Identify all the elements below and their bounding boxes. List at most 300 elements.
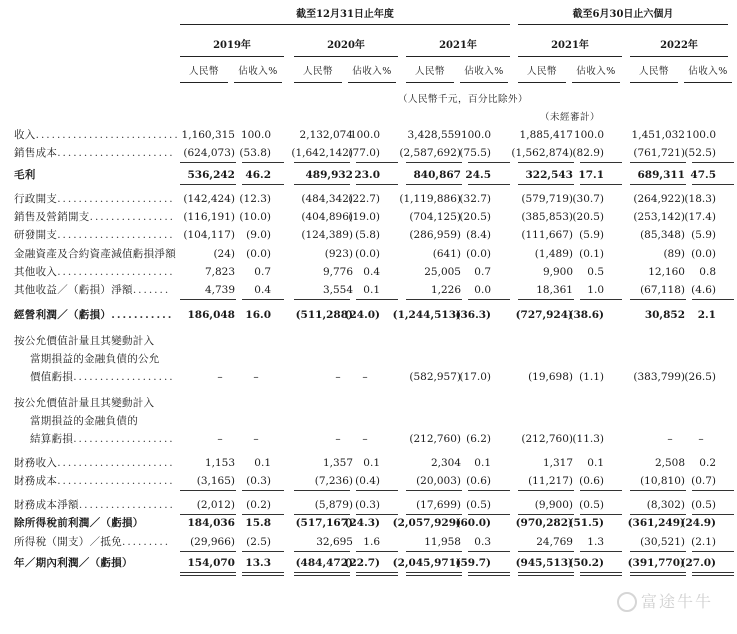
leader-dots: ...................... [57,147,175,159]
row-label [14,265,175,279]
rule [630,572,686,573]
row-label [14,456,175,470]
row-label [14,210,175,224]
cell-amount: (511,288) [295,309,353,321]
rule [468,490,510,491]
cell-pct: 0.5 [587,266,604,278]
cell-amount: (641) [432,248,461,260]
cell-pct: 23.0 [354,169,380,181]
cell-amount: 154,070 [187,557,235,569]
row-label-text: 價值虧損 [30,371,74,383]
cell-amount: (11,217) [528,475,573,487]
rule [630,490,686,491]
cell-pct: 0.0 [474,284,491,296]
cell-amount: (385,853) [521,211,573,223]
row-label [14,396,154,410]
cell-pct: (0.5) [579,499,604,511]
rule [180,514,236,515]
cell-pct: (0.0) [246,248,271,260]
cell-pct: (0.7) [691,475,716,487]
cell-amount: (624,073) [183,147,235,159]
cell-pct: (18.3) [684,193,716,205]
rule [180,299,236,300]
row-label-text: 年／期內利潤／（虧損） [14,557,133,569]
col-label-rule [406,82,454,83]
cell-amount: (945,513) [515,557,573,569]
cell-amount: (1,119,886) [399,193,461,205]
col-label-rule [234,82,282,83]
rule [518,162,574,163]
cell-pct: (9.0) [246,229,271,241]
leader-dots: ...................... [57,229,175,241]
cell-pct: 0.8 [699,266,716,278]
cell-pct: 17.1 [578,169,604,181]
cell-amount: (212,760) [521,433,573,445]
rule [518,299,574,300]
rule [294,184,350,185]
rule [468,575,510,576]
row-label-text: 按公允價值計量且其變動計入 [14,335,155,347]
row-label [14,168,36,182]
row-label-text: 研發開支 [14,229,58,241]
cell-pct: (82.9) [572,147,604,159]
cell-pct: (8.4) [466,229,491,241]
cell-pct: 15.8 [245,517,271,529]
leader-dots: ......... [122,536,171,548]
cell-pct: (38.6) [568,309,604,321]
col-label-rmb: 人民幣 [414,66,445,77]
cell-pct: (1.1) [579,371,604,383]
rule [356,490,398,491]
header-group-dec: 截至12月31日止年度 [296,9,394,20]
cell-pct: (36.3) [455,309,491,321]
col-label-rmb: 人民幣 [526,66,557,77]
cell-amount: (484,472) [295,557,353,569]
cell-pct: (5.9) [691,229,716,241]
row-label [14,535,170,549]
rule [692,551,734,552]
rule [692,572,734,573]
cell-amount: 11,958 [424,536,461,548]
header-group-jun-rule [518,24,728,25]
cell-amount: 1,153 [204,457,235,469]
col-label-rule [180,82,228,83]
cell-amount: (253,142) [633,211,685,223]
cell-pct: 0.7 [254,266,271,278]
cell-amount: – [217,371,223,383]
rule [406,514,462,515]
col-label-pct: 佔收入% [238,66,278,77]
cell-pct: 0.1 [363,457,380,469]
cell-pct: 1.6 [363,536,380,548]
cell-amount: (361,249) [627,517,685,529]
row-label [30,370,175,384]
cell-amount: (5,879) [314,499,353,511]
cell-amount: 3,428,559 [407,129,461,141]
row-label-text: 當期損益的金融負債的公允 [30,353,160,365]
cell-pct: 16.0 [245,309,271,321]
cell-amount: 9,776 [322,266,353,278]
cell-amount: (1,489) [534,248,573,260]
row-label [14,516,144,530]
col-label-pct: 佔收入% [464,66,504,77]
rule [580,514,622,515]
row-label [14,247,176,261]
cell-pct: (17.0) [459,371,491,383]
col-label-rmb: 人民幣 [188,66,219,77]
rule [518,184,574,185]
cell-pct: (2.5) [246,536,271,548]
col-label-rmb: 人民幣 [302,66,333,77]
rule [468,184,510,185]
rule [406,551,462,552]
cell-pct: (4.6) [691,284,716,296]
row-label [14,192,175,206]
cell-pct: (0.1) [579,248,604,260]
row-label [14,556,133,570]
cell-amount: – [667,433,673,445]
row-label [14,498,175,512]
year-2020-rule [294,56,398,57]
leader-dots: ................... [73,433,175,445]
cell-amount: (29,966) [190,536,235,548]
cell-amount: (212,760) [409,433,461,445]
col-label-pct: 佔收入% [352,66,392,77]
rule [356,162,398,163]
rule [630,162,686,163]
rule [518,572,574,573]
cell-pct: – [362,433,368,445]
row-label-text: 經營利潤／（虧損） [14,309,112,321]
cell-pct: (11.3) [572,433,604,445]
rule [630,575,686,576]
cell-pct: (0.2) [246,499,271,511]
row-label-text: 結算虧損 [30,433,74,445]
rule [294,572,350,573]
rule [356,514,398,515]
row-label [30,352,160,366]
row-label-text: 行政開支 [14,193,58,205]
row-label-text: 其他收入 [14,266,58,278]
row-label-text: 所得稅（開支）／抵免 [14,536,122,548]
leader-dots: ...................... [57,475,175,487]
rule [180,162,236,163]
cell-amount: 489,932 [305,169,353,181]
cell-pct: (0.6) [579,475,604,487]
year-2022-h1: 2022年 [660,40,698,51]
leader-dots: ................... [73,371,175,383]
rule [294,299,350,300]
cell-amount: (124,389) [301,229,353,241]
cell-amount: 7,823 [204,266,235,278]
cell-pct: (24.9) [680,517,716,529]
cell-pct: 100.0 [240,129,271,141]
cell-pct: (30.7) [572,193,604,205]
cell-amount: (24) [213,248,235,260]
year-2020: 2020年 [327,40,365,51]
cell-amount: (970,282) [515,517,573,529]
cell-pct: (2.1) [691,536,716,548]
cell-pct: (75.5) [459,147,491,159]
cell-amount: (2,045,971) [392,557,461,569]
cell-pct: (0.6) [466,475,491,487]
rule [518,490,574,491]
cell-amount: 25,005 [424,266,461,278]
row-label [14,146,175,160]
col-label-rule [348,82,396,83]
rule [518,514,574,515]
watermark-logo [617,589,713,613]
unit-note: （人民幣千元，百分比除外） [398,94,529,105]
rule [242,490,284,491]
cell-amount: (3,165) [196,475,235,487]
row-label-text: 毛利 [14,169,36,181]
cell-amount: (1,562,874) [511,147,573,159]
cell-pct: (24.0) [344,309,380,321]
row-label-text: 財務成本淨額 [14,499,79,511]
year-2021-rule [406,56,510,57]
rule [692,490,734,491]
year-2019: 2019年 [213,40,251,51]
leader-dots: ........... [111,309,174,321]
cell-pct: (32.7) [459,193,491,205]
cell-pct: (17.4) [684,211,716,223]
cell-pct: 100.0 [349,129,380,141]
cell-pct: (5.8) [355,229,380,241]
leader-dots: ........................... [35,129,180,141]
rule [630,514,686,515]
rule [242,184,284,185]
cell-amount: 2,304 [430,457,461,469]
cell-pct: 0.1 [587,457,604,469]
header-group-jun: 截至6月30日止六個月 [572,9,674,20]
year-2022-h1-rule [630,56,728,57]
cell-amount: (67,118) [640,284,685,296]
cell-amount: (142,424) [183,193,235,205]
cell-amount: (9,900) [534,499,573,511]
cell-amount: (2,057,929) [392,517,461,529]
cell-amount: 9,900 [542,266,573,278]
rule [692,575,734,576]
cell-pct: 46.2 [245,169,271,181]
rule [242,162,284,163]
cell-amount: (2,587,692) [399,147,461,159]
cell-amount: (20,003) [416,475,461,487]
rule [294,490,350,491]
cell-amount: – [335,433,341,445]
rule [580,551,622,552]
cell-pct: (0.5) [466,499,491,511]
rule [468,162,510,163]
cell-pct: 100.0 [573,129,604,141]
cell-amount: (1,642,142) [291,147,353,159]
cell-pct: (0.3) [355,499,380,511]
cell-amount: 1,160,315 [181,129,235,141]
cell-amount: 840,867 [413,169,461,181]
cell-pct: (77.0) [348,147,380,159]
row-label [14,283,170,297]
cell-amount: (104,117) [183,229,235,241]
row-label-text: 財務收入 [14,457,58,469]
cell-amount: (286,959) [409,229,461,241]
rule [294,551,350,552]
rule [580,575,622,576]
cell-amount: 30,852 [644,309,685,321]
cell-pct: (10.0) [239,211,271,223]
cell-pct: (0.5) [691,499,716,511]
col-label-rule [460,82,508,83]
leader-dots: ...................... [57,193,175,205]
rule [468,299,510,300]
cell-pct: (60.0) [455,517,491,529]
cell-amount: (391,770) [627,557,685,569]
rule [630,551,686,552]
cell-pct: 0.1 [254,457,271,469]
row-label [30,432,175,446]
cell-pct: (0.0) [466,248,491,260]
cell-pct: 0.1 [363,284,380,296]
cell-pct: – [253,433,259,445]
cell-pct: (53.8) [239,147,271,159]
cell-pct: 1.3 [587,536,604,548]
cell-amount: 1,451,032 [631,129,685,141]
leader-dots: ....... [132,284,171,296]
cell-amount: (579,719) [521,193,573,205]
year-2021: 2021年 [439,40,477,51]
rule [406,299,462,300]
cell-pct: 2.1 [697,309,716,321]
cell-pct: (50.2) [568,557,604,569]
rule [356,572,398,573]
cell-pct: (0.0) [691,248,716,260]
cell-amount: (704,125) [409,211,461,223]
cell-amount: 3,554 [322,284,353,296]
col-label-pct: 佔收入% [688,66,728,77]
cell-amount: 536,242 [187,169,235,181]
cell-amount: 12,160 [648,266,685,278]
row-label [30,414,138,428]
year-2021-h1: 2021年 [551,40,589,51]
cell-amount: 186,048 [187,309,235,321]
rule [406,575,462,576]
cell-pct: 100.0 [685,129,716,141]
rule [692,514,734,515]
leader-dots: ................ [89,211,176,223]
col-label-pct: 佔收入% [576,66,616,77]
rule [692,162,734,163]
rule [180,572,236,573]
row-label-text: 除所得稅前利潤／（虧損） [14,517,144,529]
cell-amount: (89) [663,248,685,260]
rule [406,490,462,491]
cell-pct: (0.0) [355,248,380,260]
cell-pct: 0.1 [474,457,491,469]
rule [294,514,350,515]
header-group-dec-rule [180,24,510,25]
cell-amount: (1,244,513) [392,309,461,321]
cell-amount: 2,132,074 [299,129,353,141]
cell-pct: 0.7 [474,266,491,278]
cell-amount: 1,317 [542,457,573,469]
cell-amount: (85,348) [640,229,685,241]
cell-amount: 2,508 [654,457,685,469]
cell-pct: 0.2 [699,457,716,469]
rule [580,572,622,573]
rule [406,184,462,185]
cell-pct: (19.0) [348,211,380,223]
cell-pct: – [698,433,704,445]
row-label-text: 銷售成本 [14,147,58,159]
row-label-text: 金融資產及合約資產減值虧損淨額 [14,248,176,260]
col-label-rule [518,82,566,83]
cell-amount: – [335,371,341,383]
cell-amount: 689,311 [637,169,685,181]
cell-amount: (264,922) [633,193,685,205]
rule [580,162,622,163]
cell-amount: 184,036 [187,517,235,529]
col-label-rule [630,82,678,83]
rule [180,551,236,552]
row-label-text: 銷售及營銷開支 [14,211,90,223]
cell-amount: 1,357 [322,457,353,469]
cell-pct: – [362,371,368,383]
cell-amount: (383,799) [633,371,685,383]
rule [356,184,398,185]
row-label [14,308,173,322]
rule [180,184,236,185]
cell-pct: (51.5) [568,517,604,529]
cell-amount: (30,521) [640,536,685,548]
cell-amount: 32,695 [316,536,353,548]
row-label [14,474,175,488]
rule [356,575,398,576]
cell-amount: 1,226 [430,284,461,296]
rule [518,575,574,576]
leader-dots: ...................... [57,457,175,469]
row-label-text: 當期損益的金融負債的 [30,415,138,427]
cell-pct: 0.4 [254,284,271,296]
rule [242,572,284,573]
rule [692,184,734,185]
rule [406,162,462,163]
rule [468,572,510,573]
row-label-text: 收入 [14,129,36,141]
cell-pct: 24.5 [465,169,491,181]
rule [580,490,622,491]
cell-pct: (22.7) [348,193,380,205]
cell-amount: (517,167) [295,517,353,529]
cell-amount: 24,769 [536,536,573,548]
row-label-text: 財務成本 [14,475,58,487]
rule [692,299,734,300]
rule [242,575,284,576]
cell-pct: (59.7) [455,557,491,569]
cell-pct: 13.3 [245,557,271,569]
cell-amount: (17,699) [416,499,461,511]
rule [518,551,574,552]
rule [356,299,398,300]
cell-pct: (20.5) [459,211,491,223]
col-label-rmb: 人民幣 [638,66,669,77]
rule [406,572,462,573]
cell-pct: (26.5) [684,371,716,383]
rule [468,551,510,552]
row-label [14,334,154,348]
cell-pct: (20.5) [572,211,604,223]
col-label-rule [684,82,732,83]
rule [630,299,686,300]
rule [630,184,686,185]
